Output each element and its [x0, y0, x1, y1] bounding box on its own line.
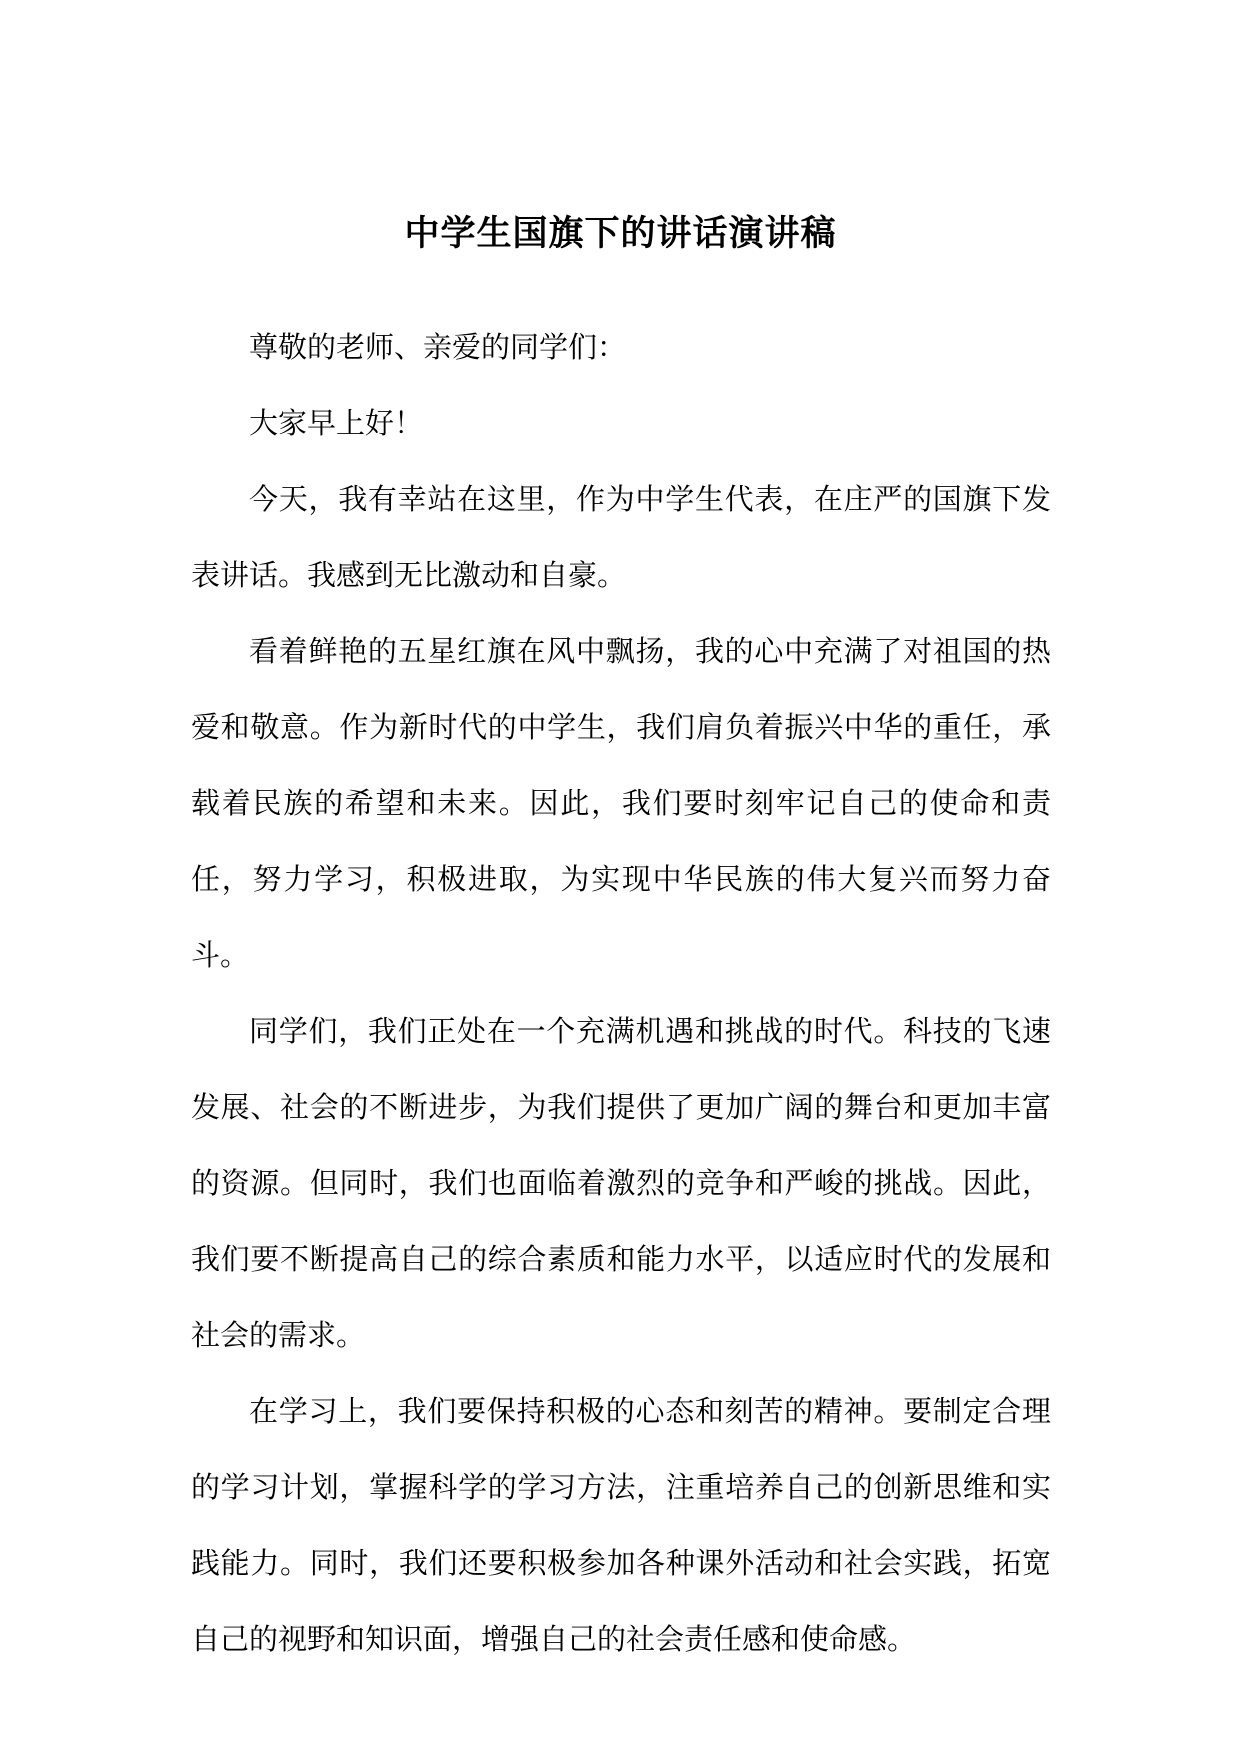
- body-paragraph: 看着鲜艳的五星红旗在风中飘扬，我的心中充满了对祖国的热爱和敬意。作为新时代的中学生，我们肩负着振兴中华的重任，承载着民族的希望和未来。因此，我们要时刻牢记自己的使命和责任，努力学习，积极进取，为实现中华民族的伟大复兴而努力奋斗。: [191, 634, 1051, 972]
- document-body: [191, 309, 1051, 1677]
- body-paragraph: 在学习上，我们要保持积极的心态和刻苦的精神。要制定合理的学习计划，掌握科学的学习方法，注重培养自己的创新思维和实践能力。同时，我们还要积极参加各种课外活动和社会实践，拓宽自己的视野和知识面，增强自己的社会责任感和使命感。: [191, 1394, 1051, 1656]
- salutation-paragraph: 尊敬的老师、亲爱的同学们：: [249, 330, 627, 364]
- body-paragraph: 今天，我有幸站在这里，作为中学生代表，在庄严的国旗下发表讲话。我感到无比激动和自豪。: [191, 482, 1051, 592]
- body-paragraph: 同学们，我们正处在一个充满机遇和挑战的时代。科技的飞速发展、社会的不断进步，为我们提供了更加广阔的舞台和更加丰富的资源。但同时，我们也面临着激烈的竞争和严峻的挑战。因此，我们要不断提高自己的综合素质和能力水平，以适应时代的发展和社会的需求。: [191, 1014, 1051, 1352]
- document-title: 中学生国旗下的讲话演讲稿: [404, 213, 837, 255]
- greeting-paragraph: 大家早上好！: [249, 406, 424, 440]
